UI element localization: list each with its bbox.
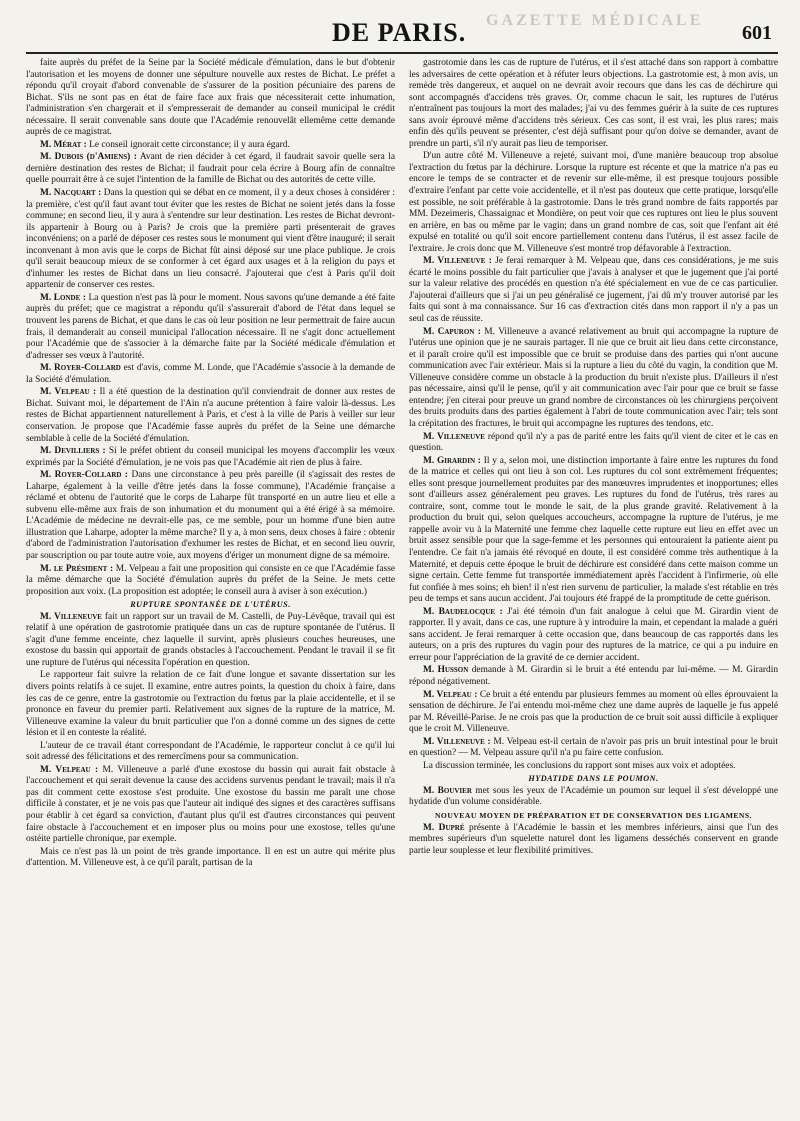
paragraph-text: Le conseil ignorait cette circonstance; il y aura égard. (86, 139, 290, 150)
paragraph-text: M. Velpeau a fait une proposition qui consiste en ce que l'Académie fasse la même démarche que la Société d'émulation auprès du préfet de la Seine. Je mets cette proposition aux voix. (La proposition est adoptée; le conseil aura à aviser à son exécution.) (26, 563, 395, 597)
paragraph-text: Mais ce n'est pas là un point de très grande importance. Il en est un autre qui mérite plus d'attention. M. Villeneuve est, à ce qu'il paraît, partisan de la (26, 846, 395, 869)
masthead-title: DE PARIS. (332, 18, 467, 47)
paragraph-text: Le rapporteur fait suivre la relation de ce fait d'une longue et savante dissertation sur les divers points relatifs à ce sujet. Il examine, entre autres points, la question du choix à faire, dans les cas de ce genre, entre la gastrotomie ou l'extraction du fœtus par la plaie accidentelle, et il se prononce en faveur du premier parti. Relativement aux signes de la rupture de la matrice, M. Villeneuve examine la valeur du bruit particulier que l'on a donné comme un des signes de cette lésion et il en conteste la réalité. (26, 670, 395, 739)
paragraph-text: gastrotomie dans les cas de rupture de l'utérus, et il s'est attaché dans son rapport à combattre les adversaires de cette opération et à réfuter leurs objections. La gastrotomie est, à mon avis, un remède très dangereux, et auquel on ne devrait avoir recours que dans les cas de déchirure qui sont accompagnés d'accidens très graves. Or, comme chacun le sait, les ruptures de l'utérus n'entraînent pas toujours la mort des malades; j'ai vu des femmes guérir à la suite de ces ruptures sans avoir éprouvé même d'accidens très sérieux. Ces cas sont, il est vrai, les plus rares; mais enfin dès qu'ils peuvent se présenter, c'est déjà suffisant pour qu'on doive se demander, avant de prendre un parti, s'il n'y aurait pas lieu de temporiser. (409, 58, 778, 149)
paragraph (26, 188, 395, 292)
paragraph (409, 665, 778, 688)
paragraph (409, 786, 778, 809)
section-heading: NOUVEAU MOYEN DE PRÉPARATION ET DE CONSERVATION DES LIGAMENS. (434, 811, 753, 820)
speaker-name: M. Velpeau : (40, 764, 99, 775)
paragraph-text: fait un rapport sur un travail de M. Castelli, de Puy-Lévêque, travail qui est relatif à une opération de gastrotomie pratiquée dans un cas de rupture spontanée de l'utérus. Il s'agit d'une femme enceinte, chez laquelle il survint, après plusieurs couches heureuses, une exostose du bassin qui apportait de grands obstacles à l'accouchement. Pendant le travail il se fit une rupture de l'utérus qui nécessita l'opération en question. (26, 611, 395, 668)
paragraph-text: met sous les yeux de l'Académie un poumon sur lequel il s'est développé une hydatide d'un volume considérable. (409, 785, 778, 808)
paragraph (409, 256, 778, 325)
speaker-name: M. le Président : (40, 563, 114, 574)
speaker-name: M. Devilliers : (40, 446, 106, 457)
text-columns (26, 54, 778, 1118)
speaker-name: M. Baudelocque : (423, 606, 503, 617)
paragraph (26, 293, 395, 362)
speaker-name: M. Londe : (40, 292, 86, 303)
paragraph (26, 152, 395, 187)
paragraph-text: Si le préfet obtient du conseil municipal les moyens d'accomplir les vœux exprimés par la Société d'émulation, je ne vois pas que l'Académie ait rien de plus à faire. (26, 446, 395, 468)
paragraph (26, 470, 395, 562)
paragraph-text: Je ferai remarquer à M. Velpeau que, dans ces considérations, je me suis écarté le moins possible du fait particulier que j'avais à analyser et que le jugement que j'ai porté sur la valeur relative des procédés en question n'a été spécialement en vue de ce cas particulier. J'ajouterai d'ailleurs que si j'ai un peu généralisé ce jugement, j'ai dû m'y trouver autorisé par les faits qui sont à ma connaissance. Sur 16 cas d'extraction cités dans mon rapport il n'y a pas un seul cas de réussite. (409, 256, 778, 325)
paragraph-text: L'auteur de ce travail étant correspondant de l'Académie, le rapporteur conclut à ce qu'il lui soit adressé des félicitations et des remercîmens pour sa communication. (26, 740, 395, 763)
paragraph (26, 765, 395, 846)
speaker-name: M. Villeneuve : (423, 736, 491, 747)
paragraph-text: M. Villeneuve a parlé d'une exostose du bassin qui aurait fait obstacle à l'accouchement et qui serait devenue la cause des accidens survenus pendant le travail; mais il n'a pas dit comment cette exostose s'est produite. Une exostose du bassin me paraît une chose difficile à constater, et je ne vois pas que l'auteur ait indiqué des signes et des caractères suffisans pour établir à cet égard sa conviction, d'autant plus qu'il est d'autres circonstances qui peuvent faire obstacle à l'accouchement et en imposer plus ou moins pour une exostose, telles qu'une ostéite partielle chronique, par exemple. (26, 764, 395, 845)
page-header (26, 8, 778, 52)
paragraph-text: J'ai été témoin d'un fait analogue à celui que M. Girardin vient de rapporter. Il y avait, dans ce cas, une rupture à y introduire la main, et cependant la malade a guéri sans accident. Je ferai remarquer à cette occasion que, dans beaucoup de cas rapportés dans les auteurs, on a pris des ruptures du vagin pour des ruptures de la matrice, ce qui a pu induire en erreur pour l'appréciation de la gravité de ce dernier accident. (409, 606, 778, 663)
paragraph-text: Dans une circonstance à peu près pareille (il s'agissait des restes de Laharpe, également à la veille d'être jetés dans la fosse commune), l'Académie française a réclamé et obtenu de l'autorité que le corps de Laharpe fût transporté en un autre lieu et elle a subvenu elle-même aux frais de son inhumation et du monument qui a été érigé à sa mémoire. L'Académie de médecine ne devrait-elle pas, ce me semble, pour un homme d'une bien autre illustration que Laharpe, adopter la même marche? Il y a, à mon sens, deux choses à faire : obtenir d'abord de l'administration l'autorisation d'exhumer les restes de Bichat, et en second lieu ouvrir, par souscription ou par toute autre voie, aux moyens d'ériger un monument digne de sa mémoire. (26, 470, 395, 561)
speaker-name: M. Bouvier (423, 785, 472, 796)
paragraph (26, 741, 395, 764)
paragraph (409, 432, 778, 455)
paragraph (409, 761, 778, 773)
paragraph-text: Avant de rien décider à cet égard, il faudrait savoir quelle sera la dernière destination des restes de Bichat; il faudrait pour cela écrire à Bourg afin de connaître quelle pourrait être à ce sujet l'intention de la famille de Bichat ou des autorités de cette ville. (26, 152, 395, 186)
paragraph (26, 670, 395, 739)
paragraph (26, 363, 395, 386)
right-column (409, 58, 778, 1118)
paragraph (26, 58, 395, 139)
paragraph (409, 823, 778, 858)
speaker-name: M. Villeneuve : (423, 256, 492, 267)
paragraph (26, 140, 395, 152)
speaker-name: M. Villeneuve (40, 611, 102, 622)
page-number: 601 (742, 22, 772, 44)
paragraph-text: Ce bruit a été entendu par plusieurs femmes au moment où elles éprouvaient la sensation de déchirure. Je l'ai entendu moi-même chez une dame auprès de laquelle je fus appelé par M. Réveillé-Parise. Je ne crois pas que la production de ce bruit soit aussi difficile à expliquer que le croit M. Villeneuve. (409, 689, 778, 735)
speaker-name: M. Capuron : (423, 326, 481, 337)
paragraph (26, 446, 395, 469)
paragraph-text: répond qu'il n'y a pas de parité entre les faits qu'il vient de citer et le cas en question. (409, 431, 778, 454)
paragraph (409, 456, 778, 606)
paragraph-text: Il y a, selon moi, une distinction importante à faire entre les ruptures du fond de la matrice et celles qui ont lieu à son col. Les ruptures du col sont extrêmement fréquentes; elles sont presque journellement produites par des manœuvres imprudentes et inopportunes; elles sont d'ailleurs assez généralement peu graves. Les ruptures du fond de l'utérus, très rares au contraire, sont, comme tout le monde le sait, de la plus grande gravité. Relativement à la production du bruit qui, selon quelques accoucheurs, accompagne la rupture de l'utérus, je me rappelle avoir vu à la Maternité une femme chez laquelle cette rupture eut lieu en effet avec un bruit assez sensible pour que la sage-femme et les personnes qui entouraient la patiente aient pu l'entendre. Ce fait n'a jamais été révoqué en doute, il est considéré comme très authentique à la Maternité, et depuis cette époque le bruit de déchirure est considéré dans cette maison comme un signe certain. Cette femme fut transportée immédiatement après l'accident à l'infirmerie, où elle fut confiée à mes soins; eh bien! il n'est rien survenu de particulier, la malade s'est rétablie en très peu de temps et sans aucun accident. J'ai toujours été frappé de la promptitude de cette guérison. (409, 455, 778, 605)
paragraph (26, 387, 395, 445)
speaker-name: M. Velpeau : (423, 689, 478, 700)
section-heading: HYDATIDE DANS LE POUMON. (528, 774, 659, 784)
speaker-name: M. Girardin : (423, 455, 481, 466)
speaker-name: M. Royer-Collard : (40, 470, 129, 481)
section-heading: RUPTURE SPONTANÉE DE L'UTÉRUS. (130, 600, 291, 610)
paragraph-text: demande à M. Girardin si le bruit a été entendu par lui-même. — M. Girardin répond négativement. (409, 665, 778, 687)
paragraph-text: D'un autre côté M. Villeneuve a rejeté, suivant moi, d'une manière beaucoup trop absolue l'extraction du fœtus par la déchirure. Lorsque la rupture est récente et que la matrice n'a pas eu encore le temps de se contracter et de revenir sur elle-même, il est presque toujours possible d'extraire l'enfant par cette voie accidentelle, et il n'est pas douteux que cette pratique, lorsqu'elle est possible, ne soit préférable à la gastrotomie. Dans le très grand nombre de faits rapportés par MM. Dezeimeris, Chassaignac et Mondière, on peut voir que ces ruptures ont lieu le plus souvent en arrière, en bas ou même par le vagin; dans un grand nombre de cas, soit que l'enfant ait été expulsé en totalité ou qu'il soit encore partiellement contenu dans l'utérus, il est assez facile de l'extraire. Je crois donc que M. Villeneuve s'est montré trop défavorable à l'extraction. (409, 151, 778, 254)
paragraph-text: Dans la question qui se débat en ce moment, il y a deux choses à considérer : la première, c'est qu'il faut avant tout éviter que les restes de Bichat ne soient jetés dans la fosse commune; en second lieu, il y aura à s'entendre sur leur destination. Les restes de Bichat devront-ils appartenir à Bourg ou à Paris? Je crois que la première parti présenterait de graves inconvéniens; on a parlé de déposer ces restes sous le monument qui vient d'être inauguré; il serait inconvenant à mon avis que le corps de Bichat fût ainsi déposé sur une place publique. Je crois qu'il serait beaucoup mieux de se conformer à cet égard aux usages et à la religion du pays et d'inhumer les restes de Bichat dans un lieu consacré. J'ajouterai que c'est à Paris qu'il doit appartenir de conserver ces restes. (26, 188, 395, 291)
paragraph (26, 612, 395, 670)
speaker-name: M. Mérat : (40, 139, 87, 150)
paragraph-text: M. Velpeau est-il certain de n'avoir pas pris un bruit intestinal pour le bruit en question? — M. Velpeau assure qu'il n'a pu faire cette confusion. (409, 736, 778, 759)
speaker-name: M. Nacquart : (40, 188, 102, 199)
paragraph (409, 151, 778, 255)
speaker-name: M. Royer-Collard (40, 363, 121, 374)
paragraph (409, 737, 778, 760)
paragraph-text: Il a été question de la destination qu'il conviendrait de donner aux restes de Bichat. Suivant moi, le département de l'Ain n'a aucune prétention à faire valoir là-dessus. Les restes de Bichat appartiennent naturellement à Paris, et c'est à la ville de Paris à veiller sur leur conservation. Je propose que l'Académie fasse auprès du préfet de la Seine une démarche semblable à celle de la Société d'émulation. (26, 387, 395, 444)
speaker-name: M. Dubois (d'Amiens) : (40, 152, 137, 163)
speaker-name: M. Husson (423, 665, 469, 676)
paragraph (409, 607, 778, 665)
paragraph-text: présente à l'Académie le bassin et les membres inférieurs, ainsi que l'un des membres supérieurs d'un squelette naturel dont les ligamens desséchés conservent en grande partie leur souplesse et leur flexibilité primitives. (409, 822, 778, 856)
paragraph (26, 847, 395, 870)
speaker-name: M. Velpeau : (40, 387, 97, 398)
speaker-name: M. Dupré (423, 822, 465, 833)
paragraph (409, 327, 778, 431)
paragraph-text: La discussion terminée, les conclusions du rapport sont mises aux voix et adoptées. (423, 760, 736, 771)
paragraph-text: La question n'est pas là pour le moment. Nous savons qu'une demande a été faite auprès du préfet; que ce magistrat a répondu qu'il s'assurerait d'abord de l'état dans lequel se trouvent les parens de Bichat, et que dans le cas où leur position ne leur permettrait de faire aucun frais, il demanderait au conseil municipal l'allocation nécessaire. Il ne s'agit donc actuellement pour l'Académie que de s'associer à la démarche faite par la Société médicale d'émulation et d'adresser ses vœux à l'autorité. (26, 292, 395, 361)
paragraph-text: faite auprès du préfet de la Seine par la Société médicale d'émulation, dans le but d'obtenir l'autorisation et les moyens de donner une sépulture nouvelle aux restes de Bichat. Le préfet a répondu qu'il croyait d'abord convenable de s'assurer de la position pécuniaire des parens de Bichat. S'ils ne sont pas en état de faire face aux frais que nécessiterait cette inhumation, l'administration s'en chargerait et il s'empresserait de demander au conseil municipal le crédit nécessaire. Il serait convenable sans doute que l'Académie renouvelât ellemême cette demande auprès de ce magistrat. (26, 58, 395, 138)
paragraph-text: M. Villeneuve a avancé relativement au bruit qui accompagne la rupture de l'utérus une opinion que je ne saurais partager. Il nie que ce bruit ait lieu dans cette circonstance, et il paraît croire qu'il est impossible que ce bruit se produise dans des parties qui n'ont aucune communication avec l'air extérieur. Mais si la rupture a lieu du côté du vagin, la condition que M. Villeneuve considère comme un obstacle à la production du bruit n'existe plus. D'ailleurs il n'est pas nécessaire, ainsi qu'il le pense, qu'il y ait communication avec l'air pour que ce bruit se fasse entendre; j'en citerai pour preuve un grand nombre de circonstances où les chirurgiens perçoivent des bruits produits dans des parties également à l'abri de toute communication avec l'air; tels sont la crépitation des fractures, le bruit qui accompagne les ruptures des tendons, etc. (409, 326, 778, 429)
paragraph (409, 58, 778, 150)
left-column (26, 58, 395, 1118)
speaker-name: M. Villeneuve (423, 431, 485, 442)
paragraph (26, 564, 395, 599)
paragraph-text: est d'avis, comme M. Londe, que l'Académie s'associe à la demande de la Société d'émulation. (26, 363, 395, 385)
paragraph (409, 690, 778, 736)
bleed-through-title: GAZETTE MÉDICALE (486, 12, 704, 29)
